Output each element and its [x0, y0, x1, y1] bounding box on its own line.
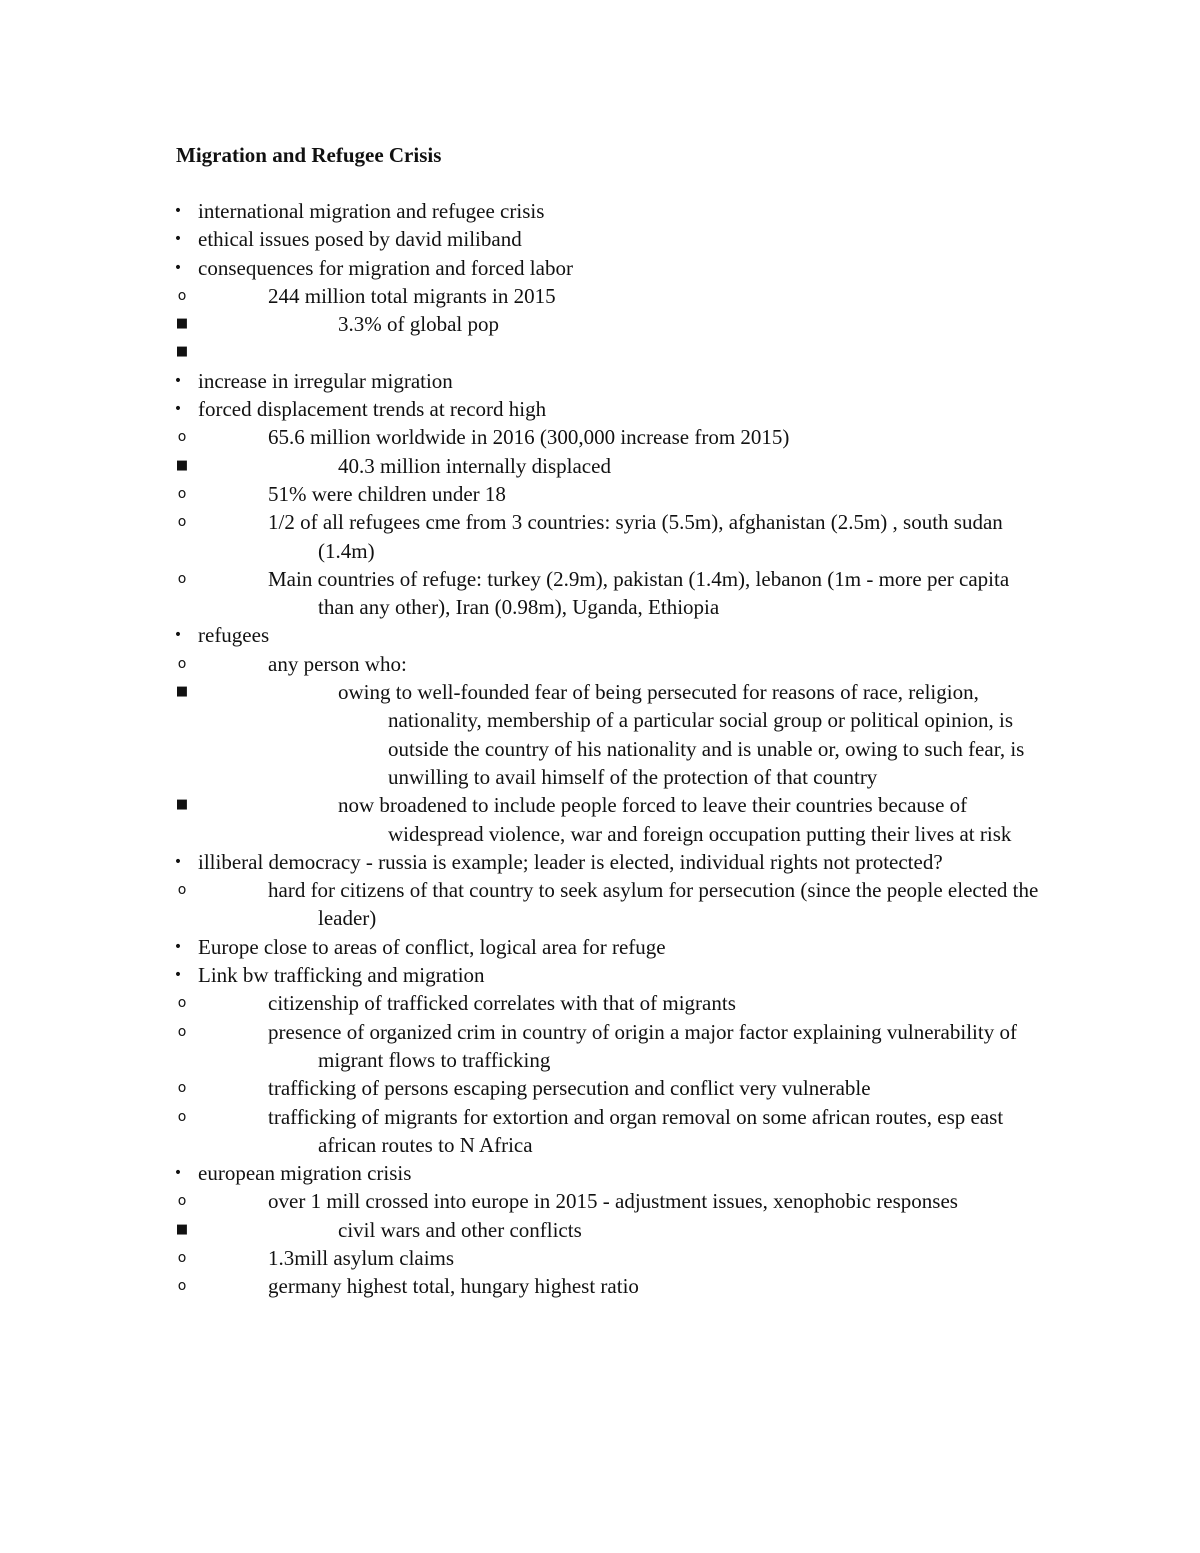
list-item-text: Europe close to areas of conflict, logical area for refuge	[198, 934, 666, 959]
list-item-text: owing to well-founded fear of being persecuted for reasons of race, religion, nationality, membership of a particular social group or political opinion, is outside the country of his nationality and is unable or, owing to such fear, is unwilling to avail himself of the protection of that country	[338, 680, 1025, 789]
list-item-level-1	[0, 367, 1200, 395]
list-item-level-1	[0, 933, 1200, 961]
list-item-text: any person who:	[268, 651, 407, 676]
list-item-text: civil wars and other conflicts	[338, 1217, 582, 1242]
disc-bullet-icon: •	[173, 203, 183, 219]
list-item-text	[338, 338, 1040, 366]
list-item-level-1	[0, 197, 1200, 225]
list-item-text: Link bw trafficking and migration	[198, 963, 485, 988]
list-item-level-2	[0, 1103, 1200, 1160]
list-item-level-2	[0, 1018, 1200, 1075]
disc-bullet-icon: •	[173, 967, 183, 984]
circle-bullet-icon: o	[177, 1249, 187, 1266]
list-item-text: over 1 mill crossed into europe in 2015 - adjustment issues, xenophobic responses	[268, 1189, 958, 1214]
list-item-text: ethical issues posed by david miliband	[198, 227, 522, 252]
circle-bullet-icon: o	[177, 1278, 187, 1295]
list-item-text: european migration crisis	[198, 1161, 412, 1186]
list-item-text: 65.6 million worldwide in 2016 (300,000 increase from 2015)	[268, 425, 790, 450]
circle-bullet-icon: o	[177, 1023, 187, 1040]
circle-bullet-icon: o	[177, 485, 187, 502]
list-item-level-1	[0, 848, 1200, 876]
list-item-text: citizenship of trafficked correlates with that of migrants	[268, 991, 736, 1016]
circle-bullet-icon: o	[177, 514, 187, 531]
square-bullet-icon: ■	[175, 316, 189, 332]
circle-bullet-icon: o	[177, 1080, 187, 1097]
list-item-text: 1.3mill asylum claims	[268, 1245, 455, 1270]
list-item-level-2	[0, 282, 1200, 310]
list-item-text: presence of organized crim in country of origin a major factor explaining vulnerability of migrant flows to trafficking	[268, 1019, 1017, 1072]
list-item-level-3	[0, 310, 1200, 338]
list-item-level-1	[0, 395, 1200, 423]
list-item-text: now broadened to include people forced to leave their countries because of widespread violence, war and foreign occupation putting their lives at risk	[338, 793, 1012, 846]
list-item-text: 40.3 million internally displaced	[338, 453, 611, 478]
disc-bullet-icon: •	[173, 231, 183, 248]
disc-bullet-icon: •	[173, 259, 183, 276]
document-title: Migration and Refugee Crisis	[176, 143, 442, 167]
square-bullet-icon: ■	[175, 1221, 189, 1237]
list-item-text: consequences for migration and forced labor	[198, 255, 573, 280]
list-item-level-2	[0, 989, 1200, 1017]
list-item-level-3	[0, 678, 1200, 791]
circle-bullet-icon: o	[177, 287, 187, 304]
disc-bullet-icon: •	[173, 401, 183, 418]
list-item-text: trafficking of persons escaping persecution and conflict very vulnerable	[268, 1076, 871, 1101]
disc-bullet-icon: •	[173, 627, 183, 644]
circle-bullet-icon: o	[177, 1108, 187, 1125]
list-item-level-2	[0, 876, 1200, 933]
square-bullet-icon: ■	[175, 457, 189, 473]
list-item-level-2	[0, 1244, 1200, 1272]
circle-bullet-icon: o	[177, 1193, 187, 1210]
list-item-level-2	[0, 1187, 1200, 1215]
list-item-level-1	[0, 961, 1200, 989]
disc-bullet-icon: •	[173, 853, 183, 870]
bullet-list	[0, 197, 1200, 1301]
list-item-text: forced displacement trends at record high	[198, 397, 547, 422]
list-item-level-1	[0, 254, 1200, 282]
list-item-level-3	[0, 452, 1200, 480]
list-item-level-2	[0, 1272, 1200, 1300]
square-bullet-icon: ■	[175, 344, 189, 360]
list-item-text: 3.3% of global pop	[338, 312, 499, 337]
circle-bullet-icon: o	[177, 655, 187, 672]
list-item-text: international migration and refugee crisis	[198, 199, 545, 223]
list-item-text: 1/2 of all refugees cme from 3 countries: syria (5.5m), afghanistan (2.5m) , south sudan (1.4m)	[268, 510, 1003, 563]
list-item-level-2	[0, 565, 1200, 622]
list-item-text: trafficking of migrants for extortion and organ removal on some african routes, esp east african routes to N Africa	[268, 1104, 1004, 1157]
square-bullet-icon: ■	[175, 684, 189, 700]
list-item-text: increase in irregular migration	[198, 368, 453, 393]
circle-bullet-icon: o	[177, 882, 187, 899]
list-item-level-2	[0, 508, 1200, 565]
disc-bullet-icon: •	[173, 372, 183, 389]
square-bullet-icon: ■	[175, 797, 189, 813]
list-item-text: refugees	[198, 623, 270, 648]
list-item-text: 51% were children under 18	[268, 481, 506, 506]
list-item-level-3	[0, 791, 1200, 848]
list-item-level-1	[0, 1159, 1200, 1187]
circle-bullet-icon: o	[177, 429, 187, 446]
circle-bullet-icon: o	[177, 995, 187, 1012]
circle-bullet-icon: o	[177, 570, 187, 587]
list-item-text: Main countries of refuge: turkey (2.9m), pakistan (1.4m), lebanon (1m - more per capita than any other), Iran (0.98m), Uganda, Ethiopia	[268, 566, 1010, 620]
list-item-text: germany highest total, hungary highest ratio	[268, 1274, 639, 1299]
list-item-level-2	[0, 480, 1200, 508]
list-item-level-3	[0, 338, 1200, 366]
list-item-level-2	[0, 650, 1200, 678]
disc-bullet-icon: •	[173, 938, 183, 955]
list-item-level-1	[0, 621, 1200, 649]
list-item-level-2	[0, 1074, 1200, 1102]
list-item-text: hard for citizens of that country to seek asylum for persecution (since the people elected the leader)	[268, 878, 1039, 931]
list-item-level-3	[0, 1216, 1200, 1244]
list-item-level-1	[0, 225, 1200, 253]
list-item-text: 244 million total migrants in 2015	[268, 283, 556, 308]
list-item-text: illiberal democracy - russia is example; leader is elected, individual rights not protected?	[198, 849, 943, 874]
list-item-level-2	[0, 423, 1200, 451]
disc-bullet-icon: •	[173, 1165, 183, 1182]
